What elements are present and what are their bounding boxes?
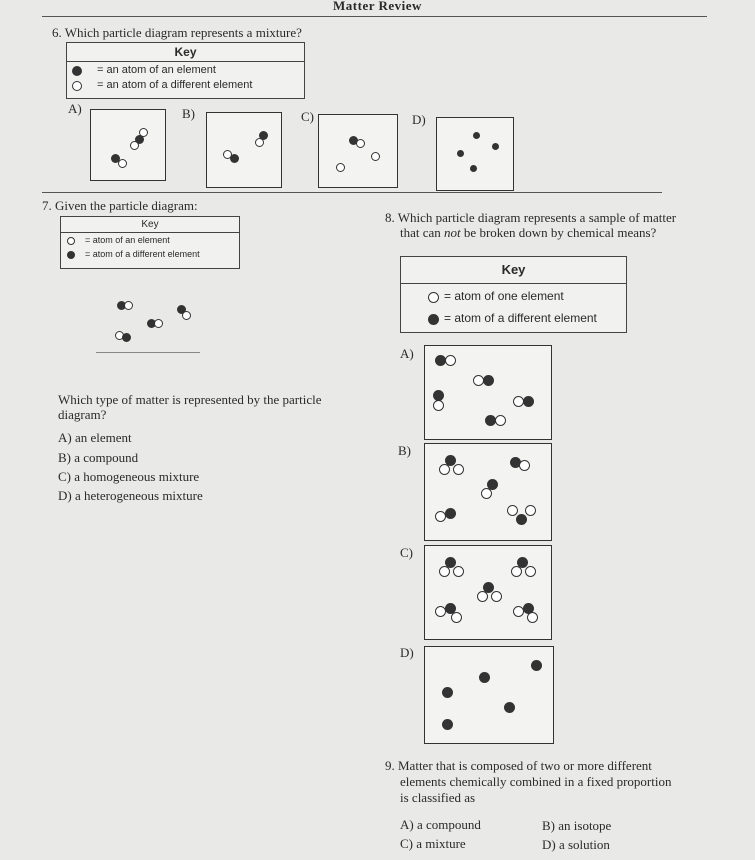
q9-question-line2: elements chemically combined in a fixed proportion bbox=[400, 774, 672, 789]
white-atom-icon bbox=[356, 139, 365, 148]
q8-choice-b-diagram[interactable] bbox=[424, 443, 552, 541]
q8-choice-b-label: B) bbox=[398, 443, 411, 458]
dark-atom-icon bbox=[230, 154, 239, 163]
q7-question: 7. Given the particle diagram: bbox=[42, 198, 198, 213]
q8-key-title: Key bbox=[401, 257, 626, 284]
q8-choice-c-diagram[interactable] bbox=[424, 545, 552, 640]
q8-choice-d-label: D) bbox=[400, 645, 414, 660]
white-atom-icon bbox=[182, 311, 191, 320]
q6-choice-b-label: B) bbox=[182, 106, 195, 121]
q9-question-line1: 9. Matter that is composed of two or more different bbox=[385, 758, 652, 773]
dark-atom-icon bbox=[122, 333, 131, 342]
dark-atom-icon bbox=[473, 132, 480, 139]
dark-atom-icon bbox=[470, 165, 477, 172]
dark-atom-icon bbox=[479, 672, 490, 683]
q8-question-line1: 8. Which particle diagram represents a sample of matter bbox=[385, 210, 677, 225]
q6-choice-a-diagram[interactable] bbox=[90, 109, 166, 181]
q6-question: 6. Which particle diagram represents a mixture? bbox=[52, 25, 302, 40]
white-atom-icon bbox=[453, 464, 464, 475]
q6-choice-d-label: D) bbox=[412, 112, 426, 127]
q8-line2-pre: that can bbox=[400, 225, 445, 240]
q7-key bbox=[60, 216, 240, 269]
white-atom-icon bbox=[453, 566, 464, 577]
q7-key-row1-label: = atom of an element bbox=[85, 235, 170, 245]
q8-line2-emphasis: not bbox=[444, 225, 461, 240]
q6-key-title: Key bbox=[67, 43, 304, 62]
q6-choice-c-diagram[interactable] bbox=[318, 114, 398, 188]
dark-atom-icon bbox=[428, 314, 439, 325]
q6-key-row1-label: = an atom of an element bbox=[97, 64, 216, 76]
white-atom-icon bbox=[527, 612, 538, 623]
white-atom-icon bbox=[511, 566, 522, 577]
q6-key-row2 bbox=[67, 79, 304, 96]
q6-key-row1 bbox=[67, 62, 304, 79]
white-atom-icon bbox=[491, 591, 502, 602]
white-atom-icon bbox=[439, 464, 450, 475]
q8-key-row1 bbox=[401, 284, 626, 308]
q7-key-row2-label: = atom of a different element bbox=[85, 249, 200, 259]
header-rule bbox=[42, 16, 707, 17]
q8-choice-a-label: A) bbox=[400, 346, 414, 361]
q8-choice-c-label: C) bbox=[400, 545, 413, 560]
dark-atom-icon bbox=[67, 251, 75, 259]
dark-atom-icon bbox=[531, 660, 542, 671]
q7-key-row2 bbox=[61, 249, 239, 265]
q6-choice-a-label: A) bbox=[68, 101, 82, 116]
q9-question-line3: is classified as bbox=[400, 790, 476, 805]
dark-atom-icon bbox=[442, 687, 453, 698]
white-atom-icon bbox=[118, 159, 127, 168]
q8-choice-a-diagram[interactable] bbox=[424, 345, 552, 440]
q8-key bbox=[400, 256, 627, 333]
q8-key-row1-label: = atom of one element bbox=[444, 289, 564, 303]
q9-answer-a[interactable]: A) a compound bbox=[400, 817, 481, 832]
q6-key-row2-label: = an atom of a different element bbox=[97, 79, 253, 91]
q9-answer-b[interactable]: B) an isotope bbox=[542, 818, 612, 833]
dark-atom-icon bbox=[72, 66, 82, 76]
q7-answer-c[interactable]: C) a homogeneous mixture bbox=[58, 469, 200, 484]
q7-key-title: Key bbox=[61, 217, 239, 233]
white-atom-icon bbox=[439, 566, 450, 577]
white-atom-icon bbox=[336, 163, 345, 172]
q7-answer-b[interactable]: B) a compound bbox=[58, 450, 139, 465]
dark-atom-icon bbox=[442, 719, 453, 730]
q8-line2-post: be broken down by chemical means? bbox=[460, 225, 657, 240]
white-atom-icon bbox=[451, 612, 462, 623]
white-atom-icon bbox=[507, 505, 518, 516]
white-atom-icon bbox=[525, 505, 536, 516]
q6-choice-d-diagram[interactable] bbox=[436, 117, 514, 191]
q7-prompt-line2: diagram? bbox=[58, 407, 107, 422]
white-atom-icon bbox=[67, 237, 75, 245]
page-title: Matter Review bbox=[333, 0, 422, 13]
white-atom-icon bbox=[154, 319, 163, 328]
white-atom-icon bbox=[481, 488, 492, 499]
white-atom-icon bbox=[519, 460, 530, 471]
dark-atom-icon bbox=[457, 150, 464, 157]
dark-atom-icon bbox=[504, 702, 515, 713]
dark-atom-icon bbox=[516, 514, 527, 525]
white-atom-icon bbox=[433, 400, 444, 411]
q7-prompt-line1: Which type of matter is represented by the particle bbox=[58, 392, 322, 407]
white-atom-icon bbox=[255, 138, 264, 147]
dark-atom-icon bbox=[445, 508, 456, 519]
q7-key-row1 bbox=[61, 233, 239, 249]
q7-answer-a[interactable]: A) an element bbox=[58, 430, 132, 445]
q7-particle-diagram bbox=[96, 280, 200, 353]
q6-divider bbox=[42, 192, 662, 193]
white-atom-icon bbox=[72, 81, 82, 91]
q6-choice-c-label: C) bbox=[301, 109, 314, 124]
dark-atom-icon bbox=[492, 143, 499, 150]
white-atom-icon bbox=[495, 415, 506, 426]
q6-choice-b-diagram[interactable] bbox=[206, 112, 282, 188]
white-atom-icon bbox=[371, 152, 380, 161]
white-atom-icon bbox=[477, 591, 488, 602]
q9-answer-c[interactable]: C) a mixture bbox=[400, 836, 466, 851]
white-atom-icon bbox=[130, 141, 139, 150]
dark-atom-icon bbox=[523, 396, 534, 407]
dark-atom-icon bbox=[483, 375, 494, 386]
q7-answer-d[interactable]: D) a heterogeneous mixture bbox=[58, 488, 203, 503]
q8-question-line2 bbox=[400, 225, 656, 241]
white-atom-icon bbox=[124, 301, 133, 310]
q8-key-row2-label: = atom of a different element bbox=[444, 311, 597, 325]
q8-key-row2 bbox=[401, 308, 626, 330]
white-atom-icon bbox=[428, 292, 439, 303]
q9-answer-d[interactable]: D) a solution bbox=[542, 837, 610, 852]
q8-choice-d-diagram[interactable] bbox=[424, 646, 554, 744]
q6-key bbox=[66, 42, 305, 99]
white-atom-icon bbox=[445, 355, 456, 366]
white-atom-icon bbox=[525, 566, 536, 577]
